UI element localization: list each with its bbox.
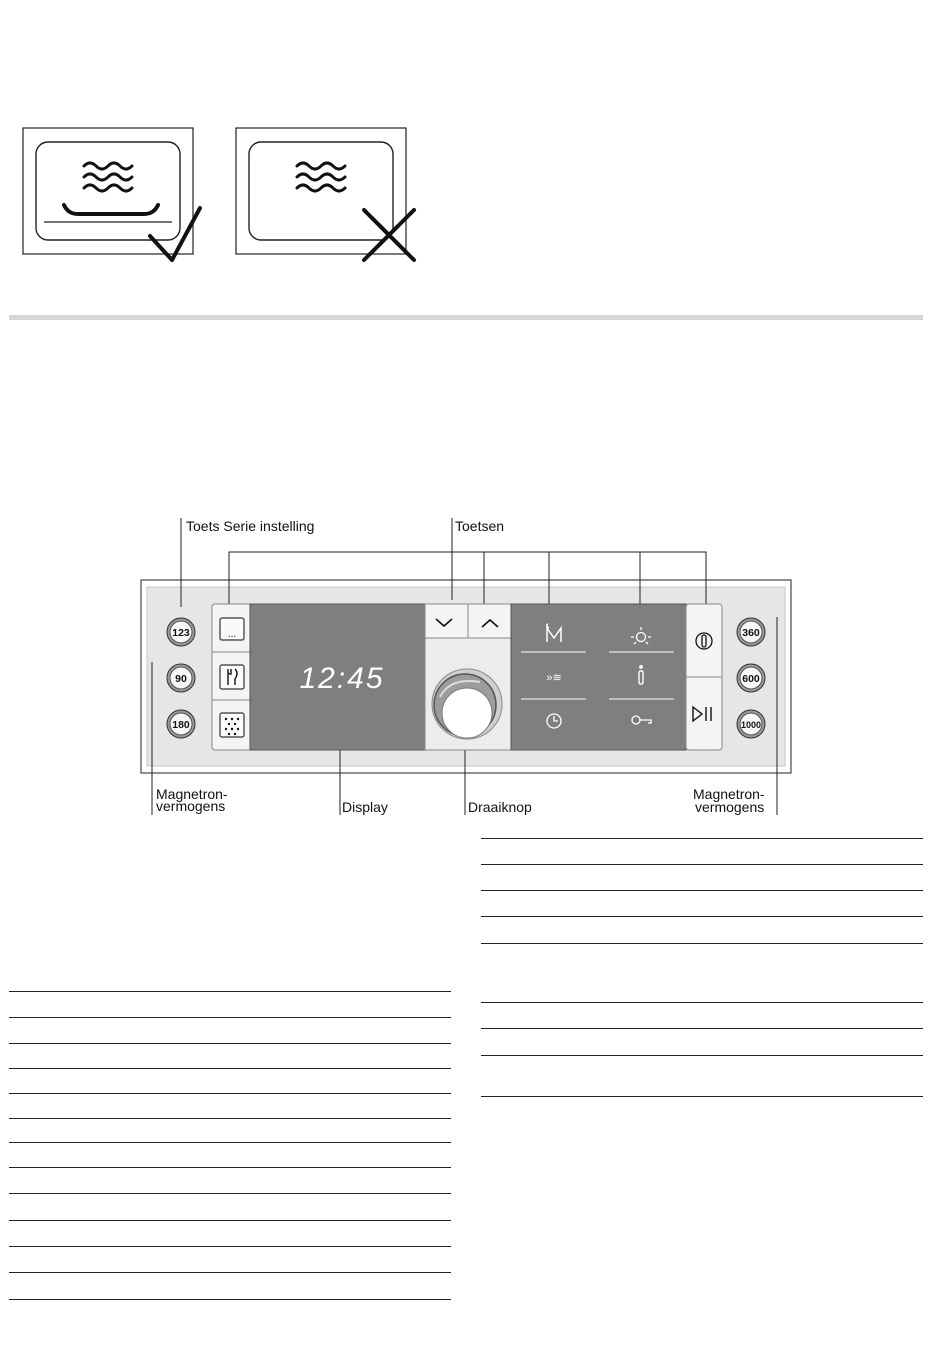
callout-keys: Toetsen <box>455 518 505 534</box>
table-rule <box>481 916 923 917</box>
table-rule <box>481 890 923 891</box>
power-level-button-left-2[interactable] <box>167 664 195 692</box>
power-level-button-left-2-label: 90 <box>175 673 187 685</box>
series-key-label: ... <box>227 629 237 640</box>
table-rule <box>9 1043 451 1044</box>
table-rule <box>9 1167 451 1168</box>
callout-series-key: Toets Serie instelling <box>186 518 315 534</box>
table-rule <box>9 991 451 992</box>
power-level-button-left-3-label: 180 <box>172 719 190 731</box>
callout-knob: Draaiknop <box>468 799 532 815</box>
section-divider <box>9 315 923 320</box>
correct-use-illustration <box>23 128 200 260</box>
microwave-illustrations <box>0 0 950 300</box>
wrong-use-illustration <box>236 128 414 260</box>
table-rule <box>9 1246 451 1247</box>
function-key-pad <box>511 604 686 750</box>
rotary-knob[interactable] <box>432 669 502 739</box>
table-rule <box>9 1068 451 1069</box>
display-time: 12:45 <box>299 662 385 695</box>
power-level-button-left-3[interactable] <box>167 710 195 738</box>
callout-power-right-1: Magnetron- <box>693 786 765 802</box>
table-rule <box>9 1093 451 1094</box>
table-rule <box>9 1220 451 1221</box>
power-level-button-right-2[interactable] <box>737 664 765 692</box>
power-level-button-right-3-label: 1000 <box>740 720 762 730</box>
dish-icon <box>64 205 158 214</box>
callout-power-right-2: vermogens <box>695 799 765 815</box>
power-level-button-left-1[interactable] <box>167 618 195 646</box>
table-rule <box>481 1028 923 1029</box>
callout-power-left-1: Magnetron- <box>156 786 228 802</box>
table-rule <box>9 1017 451 1018</box>
power-level-button-right-2-label: 600 <box>742 673 760 685</box>
table-rule <box>9 1193 451 1194</box>
power-level-button-left-1-label: 123 <box>172 627 190 639</box>
series-setting-button[interactable] <box>220 618 244 640</box>
callout-power-left-2: vermogens <box>156 798 226 814</box>
table-rule <box>481 864 923 865</box>
power-level-button-right-1[interactable] <box>737 618 765 646</box>
callout-display: Display <box>342 799 388 815</box>
table-rule <box>9 1272 451 1273</box>
table-rule <box>9 1142 451 1143</box>
table-rule <box>481 943 923 944</box>
table-rule <box>481 1055 923 1056</box>
rapid-heat-icon: »≋ <box>546 672 562 684</box>
table-rule <box>481 1096 923 1097</box>
table-rule <box>9 1299 451 1300</box>
power-level-button-right-3[interactable] <box>737 710 765 738</box>
table-rule <box>481 1002 923 1003</box>
cutlery-button[interactable] <box>220 665 244 689</box>
microwave-waves-icon <box>84 163 132 191</box>
table-rule <box>481 838 923 839</box>
table-rule <box>9 1118 451 1119</box>
rapid-heat-button[interactable] <box>546 672 561 684</box>
power-level-button-right-1-label: 360 <box>742 627 760 639</box>
grill-pattern-button[interactable] <box>220 713 244 737</box>
control-panel-diagram <box>0 500 950 830</box>
microwave-waves-icon <box>297 163 345 191</box>
